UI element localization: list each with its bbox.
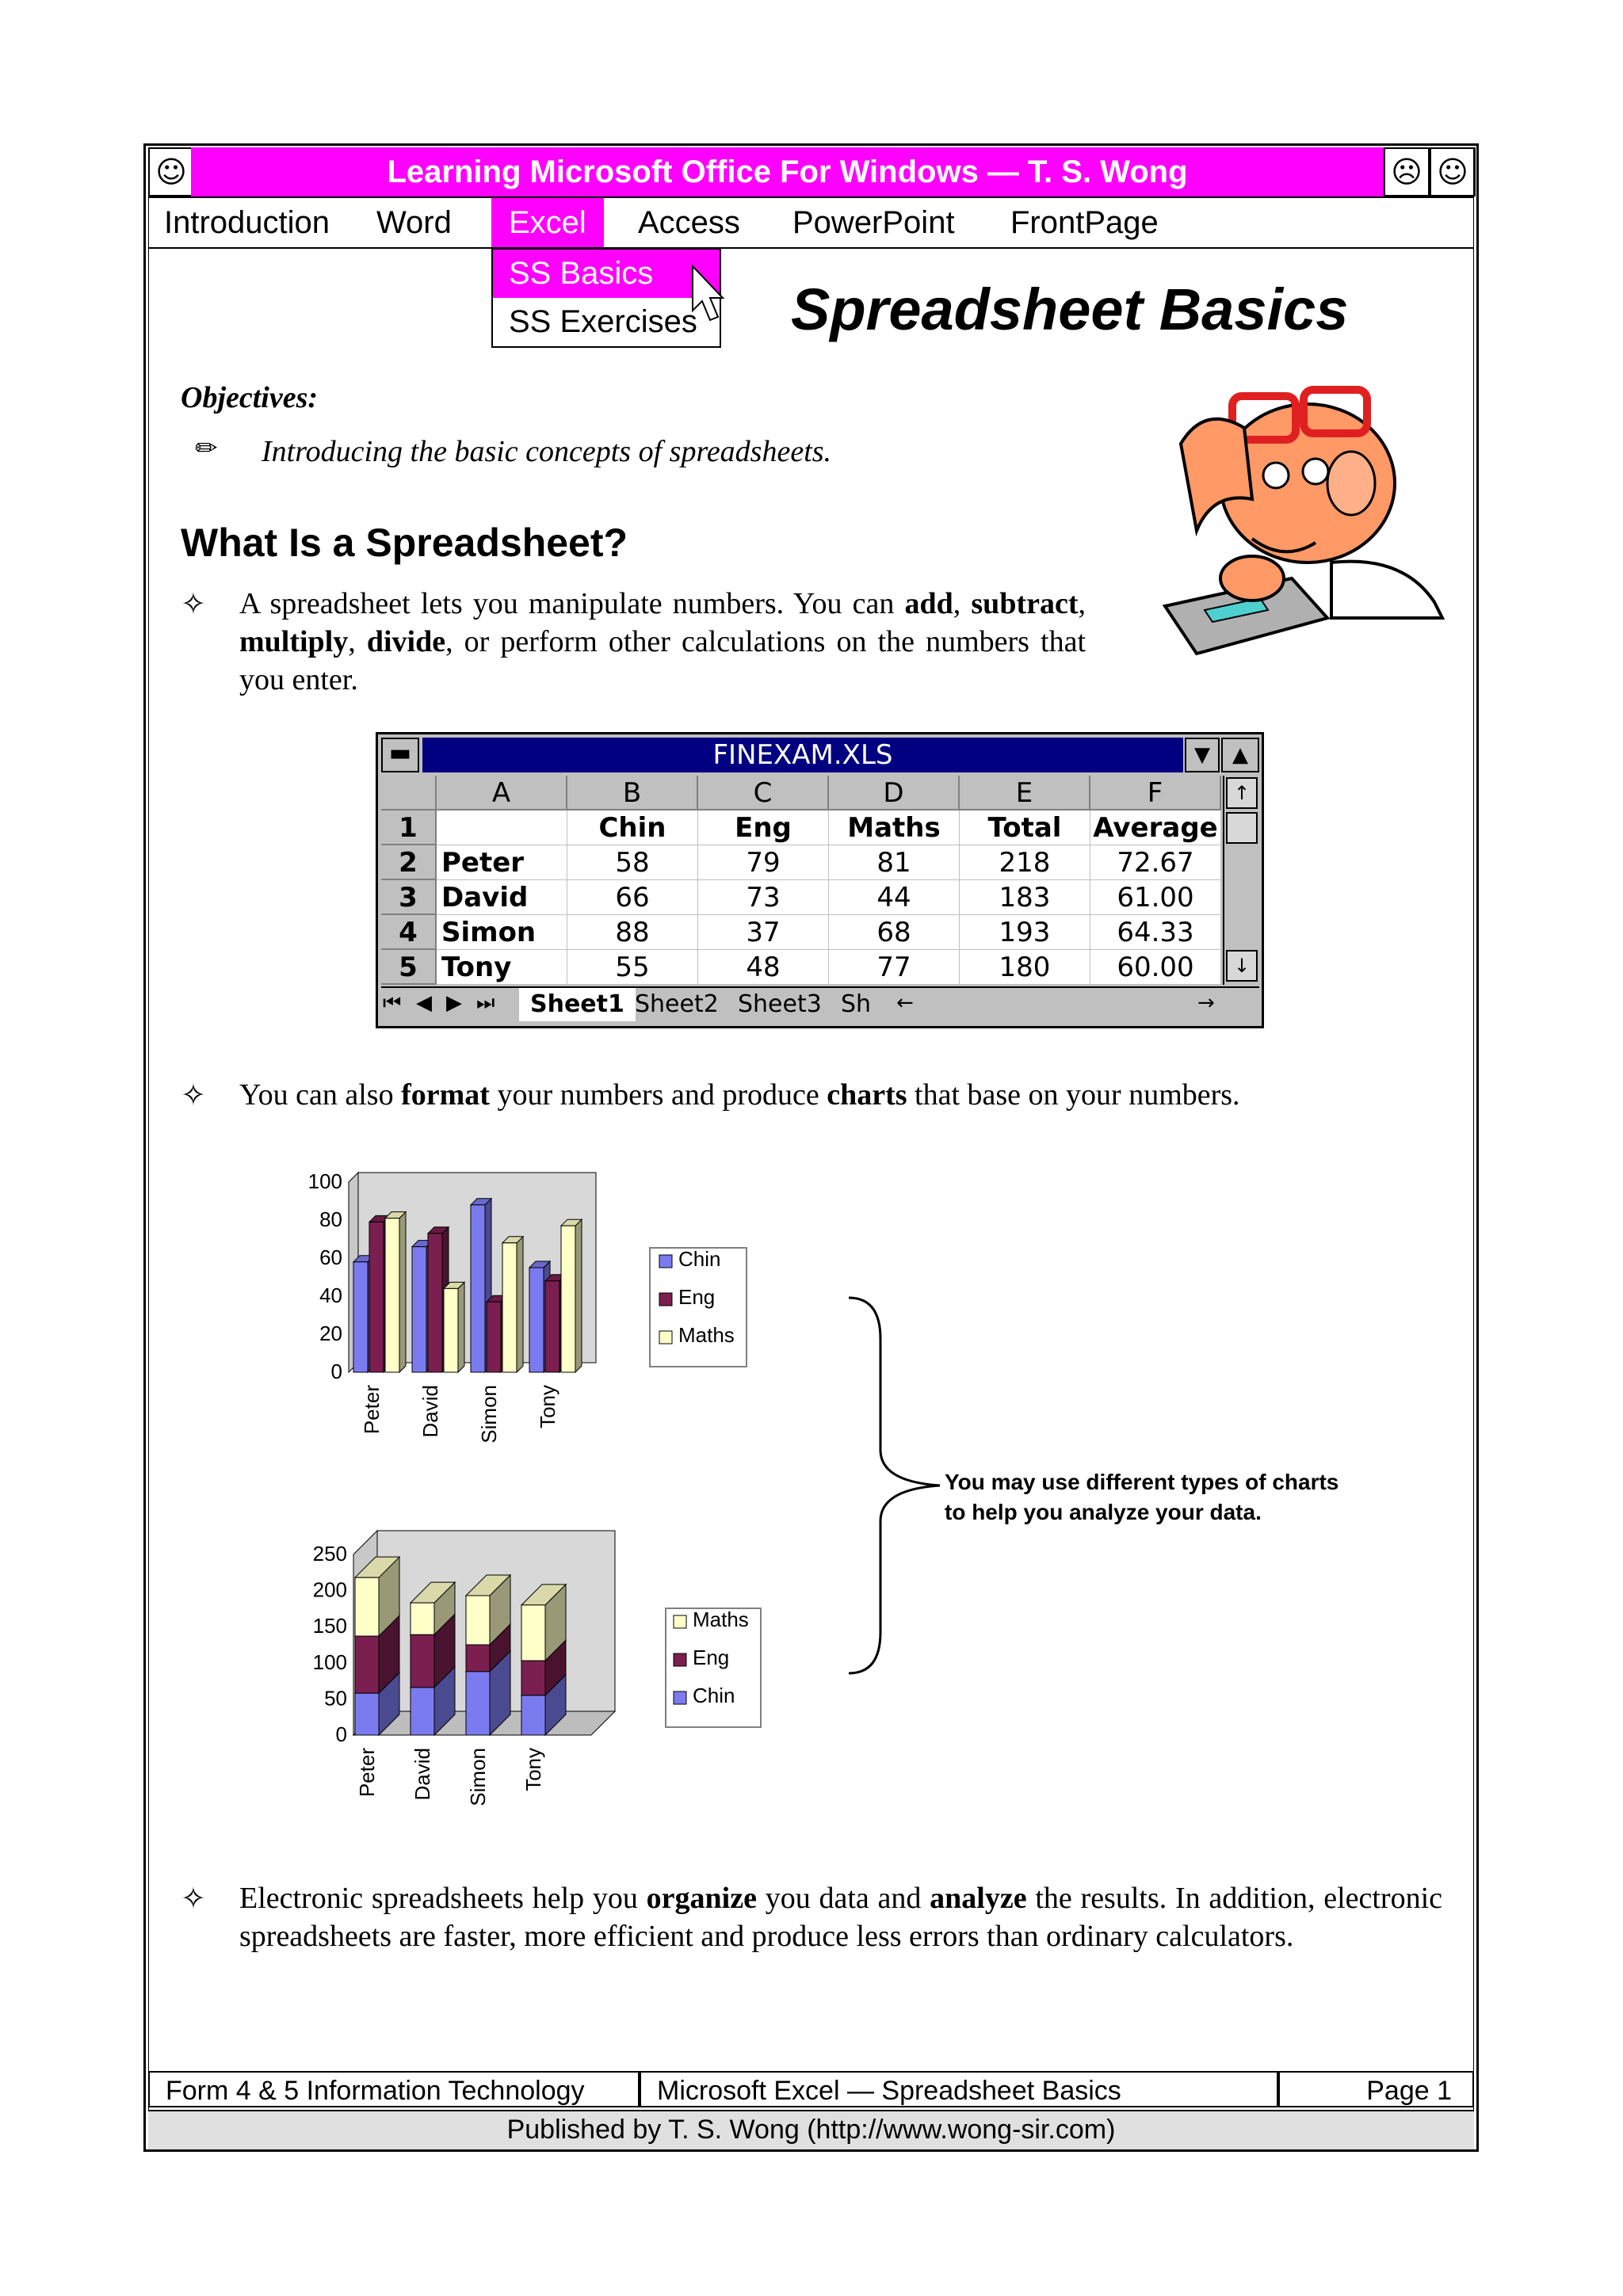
star-bullet-icon: ✧: [181, 1881, 206, 1916]
para-electronic-spreadsheets: Electronic spreadsheets help you organize you data and analyze the results. In addition, electronic spreadsheets are faster, more efficient and produce less errors than ordinary calculators.: [239, 1882, 1443, 1953]
sheet-tab-1[interactable]: Sheet1: [519, 988, 636, 1021]
x-tick-label: David: [418, 1385, 442, 1438]
cell[interactable]: 180: [960, 950, 1090, 985]
bar-chin-david: [412, 1247, 426, 1372]
bar-maths-tony: [561, 1226, 575, 1372]
y-tick-label: 100: [312, 1650, 347, 1674]
hscroll-right-arrow-icon[interactable]: →: [1197, 991, 1215, 1015]
tab-nav-first-icon[interactable]: ⏮: [383, 991, 402, 1015]
thinking-man-illustration: [1157, 380, 1458, 673]
scroll-thumb[interactable]: [1226, 812, 1258, 844]
stack-maths-tony: [521, 1605, 545, 1661]
system-menu-button[interactable]: ▬: [381, 738, 419, 772]
bar-maths-simon-side: [517, 1237, 523, 1372]
bar-chin-peter: [353, 1262, 368, 1372]
stack-chin-peter: [355, 1693, 379, 1735]
vertical-scrollbar[interactable]: [1223, 776, 1261, 985]
para-format-charts: You can also format your numbers and produce charts that base on your numbers.: [239, 1078, 1240, 1112]
sheet-tab-4[interactable]: Sh: [841, 990, 872, 1018]
column-header[interactable]: D: [829, 776, 960, 810]
column-header[interactable]: E: [960, 776, 1090, 810]
legend-label: Chin: [678, 1247, 721, 1271]
curly-brace-icon: [845, 1291, 948, 1680]
cell[interactable]: 77: [829, 950, 960, 985]
scroll-down-arrow-icon[interactable]: ↓: [1226, 950, 1258, 982]
sheet-tab-bar: [381, 986, 1259, 1024]
header-title: Learning Microsoft Office For Windows — T. S. Wong: [191, 147, 1384, 196]
menu-access[interactable]: Access: [638, 205, 740, 240]
chart-note-line-1: You may use different types of charts: [945, 1470, 1339, 1494]
cell[interactable]: 81: [829, 845, 960, 880]
legend-label: Eng: [693, 1646, 730, 1669]
select-all-corner[interactable]: [381, 776, 437, 810]
bar-maths-david: [444, 1288, 458, 1372]
bar-chin-simon: [471, 1205, 485, 1372]
cell[interactable]: 218: [960, 845, 1090, 880]
cell[interactable]: Peter: [437, 845, 567, 880]
stack-eng-peter: [355, 1636, 379, 1693]
section-heading: What Is a Spreadsheet?: [181, 521, 628, 565]
stacked-bar-chart: [293, 1521, 769, 1822]
y-tick-label: 80: [319, 1207, 342, 1231]
para-spreadsheet-intro: A spreadsheet lets you manipulate numbers. You can add, subtract, multiply, divide, or perform other calculations on the numbers that you enter.: [239, 587, 1086, 696]
row-header[interactable]: 2: [381, 845, 437, 880]
legend-label: Chin: [693, 1684, 735, 1707]
cell[interactable]: Total: [960, 810, 1090, 845]
cell[interactable]: 60.00: [1090, 950, 1221, 985]
cell[interactable]: 66: [567, 880, 698, 915]
x-tick-label: Peter: [355, 1748, 379, 1798]
cell[interactable]: Maths: [829, 810, 960, 845]
row-header[interactable]: 4: [381, 915, 437, 950]
y-tick-label: 40: [319, 1283, 342, 1307]
submenu-ss-basics[interactable]: SS Basics: [493, 250, 720, 298]
legend-label: Eng: [678, 1285, 716, 1309]
cell[interactable]: David: [437, 880, 567, 915]
column-header[interactable]: F: [1090, 776, 1221, 810]
minimize-button[interactable]: ▼: [1185, 738, 1220, 772]
cell[interactable]: Chin: [567, 810, 698, 845]
stack-maths-peter: [355, 1577, 379, 1636]
legend-swatch: [659, 1255, 672, 1268]
cell[interactable]: 88: [567, 915, 698, 950]
face-neutral-icon[interactable]: ☺: [148, 147, 194, 196]
cell[interactable]: 48: [698, 950, 829, 985]
bar-maths-simon: [502, 1243, 517, 1372]
face-happy-icon[interactable]: ☺: [1430, 147, 1476, 196]
menu-word[interactable]: Word: [376, 205, 452, 240]
stack-eng-david: [411, 1634, 434, 1688]
footer-published: Published by T. S. Wong (http://www.wong-sir.com): [148, 2110, 1474, 2149]
bar-eng-peter: [369, 1222, 384, 1372]
objectives-item: Introducing the basic concepts of spreadsheets.: [262, 435, 832, 468]
y-tick-label: 0: [330, 1360, 342, 1383]
legend-swatch: [674, 1653, 686, 1666]
chart-note: [945, 1467, 1338, 1527]
cell[interactable]: 61.00: [1090, 880, 1221, 915]
y-tick-label: 150: [312, 1614, 347, 1638]
bar-maths-tony-side: [575, 1219, 582, 1372]
cell[interactable]: 72.67: [1090, 845, 1221, 880]
menu-powerpoint[interactable]: PowerPoint: [792, 205, 955, 240]
stack-maths-simon: [466, 1596, 490, 1645]
sheet-tab-2[interactable]: Sheet2: [635, 990, 719, 1018]
y-tick-label: 200: [312, 1577, 347, 1602]
chart-note-line-2: to help you analyze your data.: [945, 1500, 1262, 1524]
scroll-up-arrow-icon[interactable]: ↑: [1226, 777, 1258, 809]
cell[interactable]: [437, 810, 567, 845]
y-tick-label: 20: [319, 1322, 342, 1345]
legend-swatch: [659, 1293, 672, 1306]
menu-frontpage[interactable]: FrontPage: [1010, 205, 1159, 240]
stack-chin-tony: [521, 1695, 545, 1735]
footer-center: Microsoft Excel — Spreadsheet Basics: [640, 2071, 1278, 2107]
cell[interactable]: Tony: [437, 950, 567, 985]
bar-chin-tony: [529, 1268, 544, 1372]
page-title: Spreadsheet Basics: [791, 277, 1349, 342]
tab-nav-next-icon[interactable]: ▶: [446, 991, 462, 1015]
spreadsheet-window: [376, 732, 1264, 1028]
bar-eng-simon: [487, 1302, 501, 1372]
cell[interactable]: 183: [960, 880, 1090, 915]
legend-swatch: [659, 1331, 672, 1344]
divider: [148, 247, 1474, 249]
stack-eng-simon: [466, 1645, 490, 1672]
menu-introduction[interactable]: Introduction: [164, 205, 330, 240]
star-bullet-icon: ✧: [181, 1077, 206, 1112]
spreadsheet-grid[interactable]: [381, 776, 1221, 985]
legend-label: Maths: [678, 1323, 735, 1347]
stack-chin-david: [411, 1688, 434, 1735]
row-header[interactable]: 3: [381, 880, 437, 915]
stack-eng-tony: [521, 1661, 545, 1695]
mouse-cursor-icon: [691, 265, 726, 323]
cell[interactable]: 193: [960, 915, 1090, 950]
menu-bar: [148, 198, 1474, 248]
x-tick-label: Tony: [521, 1748, 545, 1791]
bar-maths-peter: [385, 1219, 399, 1372]
footer-page-number: Page 1: [1278, 2071, 1474, 2107]
pencil-icon: ✏: [195, 433, 218, 464]
cell[interactable]: 58: [567, 845, 698, 880]
bar-maths-david-side: [458, 1282, 464, 1372]
stack-maths-david: [411, 1603, 434, 1634]
cell[interactable]: Simon: [437, 915, 567, 950]
footer-left: Form 4 & 5 Information Technology: [148, 2071, 640, 2107]
x-tick-label: Peter: [360, 1385, 384, 1435]
objectives-heading: Objectives:: [181, 381, 319, 414]
y-tick-label: 60: [319, 1245, 342, 1269]
bar-eng-tony: [545, 1281, 559, 1372]
star-bullet-icon: ✧: [181, 586, 206, 621]
cell[interactable]: 73: [698, 880, 829, 915]
cell[interactable]: 44: [829, 880, 960, 915]
y-tick-label: 0: [335, 1722, 347, 1746]
x-tick-label: Simon: [477, 1385, 501, 1444]
legend-swatch: [674, 1615, 686, 1628]
cell[interactable]: Average: [1090, 810, 1221, 845]
menu-excel[interactable]: Excel: [491, 198, 604, 248]
sheet-tab-3[interactable]: Sheet3: [738, 990, 822, 1018]
cell[interactable]: 37: [698, 915, 829, 950]
x-tick-label: Simon: [466, 1748, 490, 1806]
cell[interactable]: 68: [829, 915, 960, 950]
submenu-ss-exercises[interactable]: SS Exercises: [509, 304, 697, 339]
column-header[interactable]: B: [567, 776, 698, 810]
column-header[interactable]: C: [698, 776, 829, 810]
clustered-bar-chart: [293, 1165, 769, 1450]
column-header[interactable]: A: [437, 776, 567, 810]
x-tick-label: Tony: [536, 1385, 559, 1428]
cell[interactable]: 79: [698, 845, 829, 880]
y-tick-label: 100: [307, 1169, 342, 1193]
row-header[interactable]: 1: [381, 810, 437, 845]
face-sad-icon[interactable]: ☹: [1384, 147, 1430, 196]
cell[interactable]: 64.33: [1090, 915, 1221, 950]
y-tick-label: 50: [324, 1686, 347, 1711]
cell[interactable]: 55: [567, 950, 698, 985]
legend-label: Maths: [693, 1608, 749, 1631]
tab-nav-last-icon[interactable]: ⏭: [476, 991, 495, 1015]
maximize-button[interactable]: ▲: [1221, 738, 1259, 772]
x-tick-label: David: [411, 1748, 434, 1801]
stack-chin-simon: [466, 1672, 490, 1735]
cell[interactable]: Eng: [698, 810, 829, 845]
y-tick-label: 250: [312, 1542, 347, 1566]
row-header[interactable]: 5: [381, 950, 437, 985]
tab-nav-prev-icon[interactable]: ◀: [416, 991, 432, 1015]
legend-swatch: [674, 1691, 686, 1704]
bar-eng-david: [428, 1234, 442, 1372]
excel-submenu: [491, 248, 721, 348]
spreadsheet-title: FINEXAM.XLS: [422, 738, 1183, 772]
hscroll-left-arrow-icon[interactable]: ←: [896, 991, 914, 1015]
bar-maths-peter-side: [399, 1212, 406, 1372]
